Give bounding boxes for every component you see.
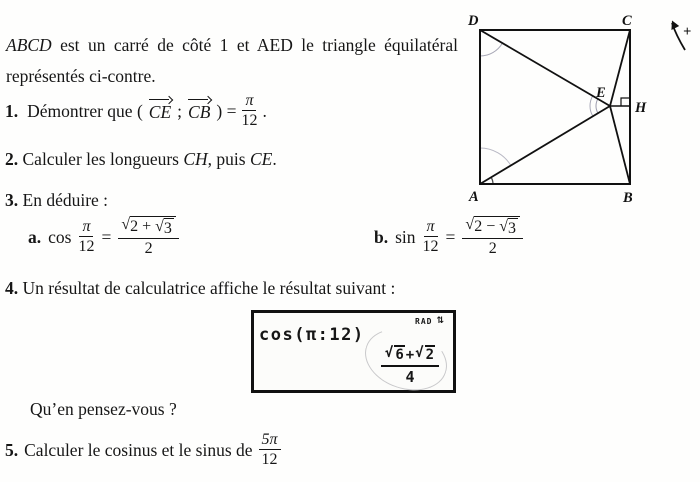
fraction-pi-12 [241,92,257,130]
outer-sqrt [465,216,520,238]
fraction-5pi-12 [259,431,281,469]
segment-be [610,106,630,184]
result-numerator [462,216,523,239]
fraction-denominator: 12 [422,238,439,255]
outer-sqrt [121,216,176,238]
point-label-h: H [635,100,647,116]
radicand-text: 2 − [474,217,500,235]
point-label-c: C [622,13,632,29]
radical-sign: √ [155,217,164,235]
radical-sign: √ [499,217,509,235]
question-3a [28,210,179,264]
intro-paragraph [6,30,458,92]
question-4-number: 4. [5,278,19,298]
fraction-pi-12 [78,218,94,256]
question-5-number: 5. [5,439,19,460]
question-2 [5,149,277,170]
question-1-period: . [262,100,267,121]
question-3 [5,190,108,211]
orientation-plus-sign: + [683,24,692,40]
radicand-2: 2 [425,347,435,363]
question-1-number: 1. [5,100,19,121]
angle-arc-d [480,43,502,56]
question-4 [5,278,395,299]
calculator-screen [251,310,456,393]
vector-ce [148,99,172,123]
question-3a-label: a. [28,226,42,247]
result-numerator [118,216,179,239]
fraction-numerator: π [79,218,93,237]
fraction-denominator: 12 [261,451,278,468]
vector-cb-label: CB [188,102,211,122]
intro-line-1-text: est un carré de côté 1 et AED le triangle équilatéral [60,35,458,55]
calculator-result-numerator [381,345,439,367]
updown-arrows-icon: ⇅ [436,316,445,326]
segment-ae [480,106,610,184]
question-2-text-1: Calculer les longueurs [18,149,184,169]
cos-function: cos [48,226,72,247]
geometry-figure [452,0,700,212]
point-label-b: B [623,190,633,206]
question-5-text: Calculer le cosinus et le sinus de [24,439,253,460]
question-2-number: 2. [5,149,19,169]
fraction-pi-12 [423,218,439,256]
inner-radicand: 3 [163,219,172,237]
right-angle-mark [621,98,630,106]
question-4-text: Un résultat de calculatrice affiche le résultat suivant : [18,278,396,298]
radicand-text: 2 + [130,217,156,235]
length-ce: CE [249,149,273,169]
sin-function: sin [395,226,416,247]
point-label-d: D [468,13,479,29]
calculator-result-denominator: 4 [405,368,415,386]
length-ch: CH [183,149,208,169]
calculator-result [373,342,447,386]
intro-line-1 [6,30,458,61]
question-1-text: Démontrer que ( [27,100,143,121]
inner-sqrt [155,218,174,238]
equals-sign: = [101,226,112,247]
point-label-a: A [469,189,479,205]
vector-separator: ; [177,100,183,121]
calculator-input: cos(π:12) [259,325,365,345]
question-2-text-2: , puis [207,149,250,169]
radical-sign: √ [384,345,394,361]
radical-sign: √ [121,215,131,233]
fraction-numerator: π [424,218,438,237]
question-4-followup: Qu’en pensez-vous ? [30,399,177,419]
result-denominator: 2 [144,240,153,258]
question-1-equals: ) = [216,100,237,121]
question-3-number: 3. [5,190,19,210]
question-2-period: . [272,149,277,169]
result-fraction [118,216,179,258]
angle-arc-a-large [480,148,511,166]
equals-sign: = [445,226,456,247]
result-fraction [462,216,523,258]
rad-mode-label: RAD [415,316,433,326]
vector-cb [187,99,211,123]
fraction-denominator: 12 [241,112,258,129]
orientation-arrowhead-icon [671,21,679,31]
question-3b-label: b. [374,226,389,247]
vector-arrow-icon [187,96,211,103]
result-denominator: 2 [488,240,497,258]
angle-arc-e-inner [596,99,598,113]
radical-sign: √ [465,215,475,233]
inner-sqrt [499,218,518,238]
segment-ce [610,30,630,106]
inner-radicand: 3 [508,219,517,237]
plus-sign: + [405,347,415,363]
question-1 [5,92,267,130]
fraction-numerator: π [242,92,256,111]
radicand-6: 6 [395,347,404,363]
question-5 [5,427,281,473]
square-name: ABCD [6,35,52,55]
segment-de [480,30,610,106]
question-3-text: En déduire : [18,190,109,210]
vector-arrow-icon [148,96,172,103]
angle-arc-e-outer [590,96,593,116]
fraction-numerator: 5π [259,431,281,450]
fraction-denominator: 12 [78,238,95,255]
calculator-mode-indicator [415,316,445,326]
point-label-e: E [596,85,606,101]
question-3b [374,210,523,264]
radical-sign: √ [415,345,424,361]
intro-line-2: représentés ci-contre. [6,66,156,86]
vector-ce-label: CE [148,102,172,122]
